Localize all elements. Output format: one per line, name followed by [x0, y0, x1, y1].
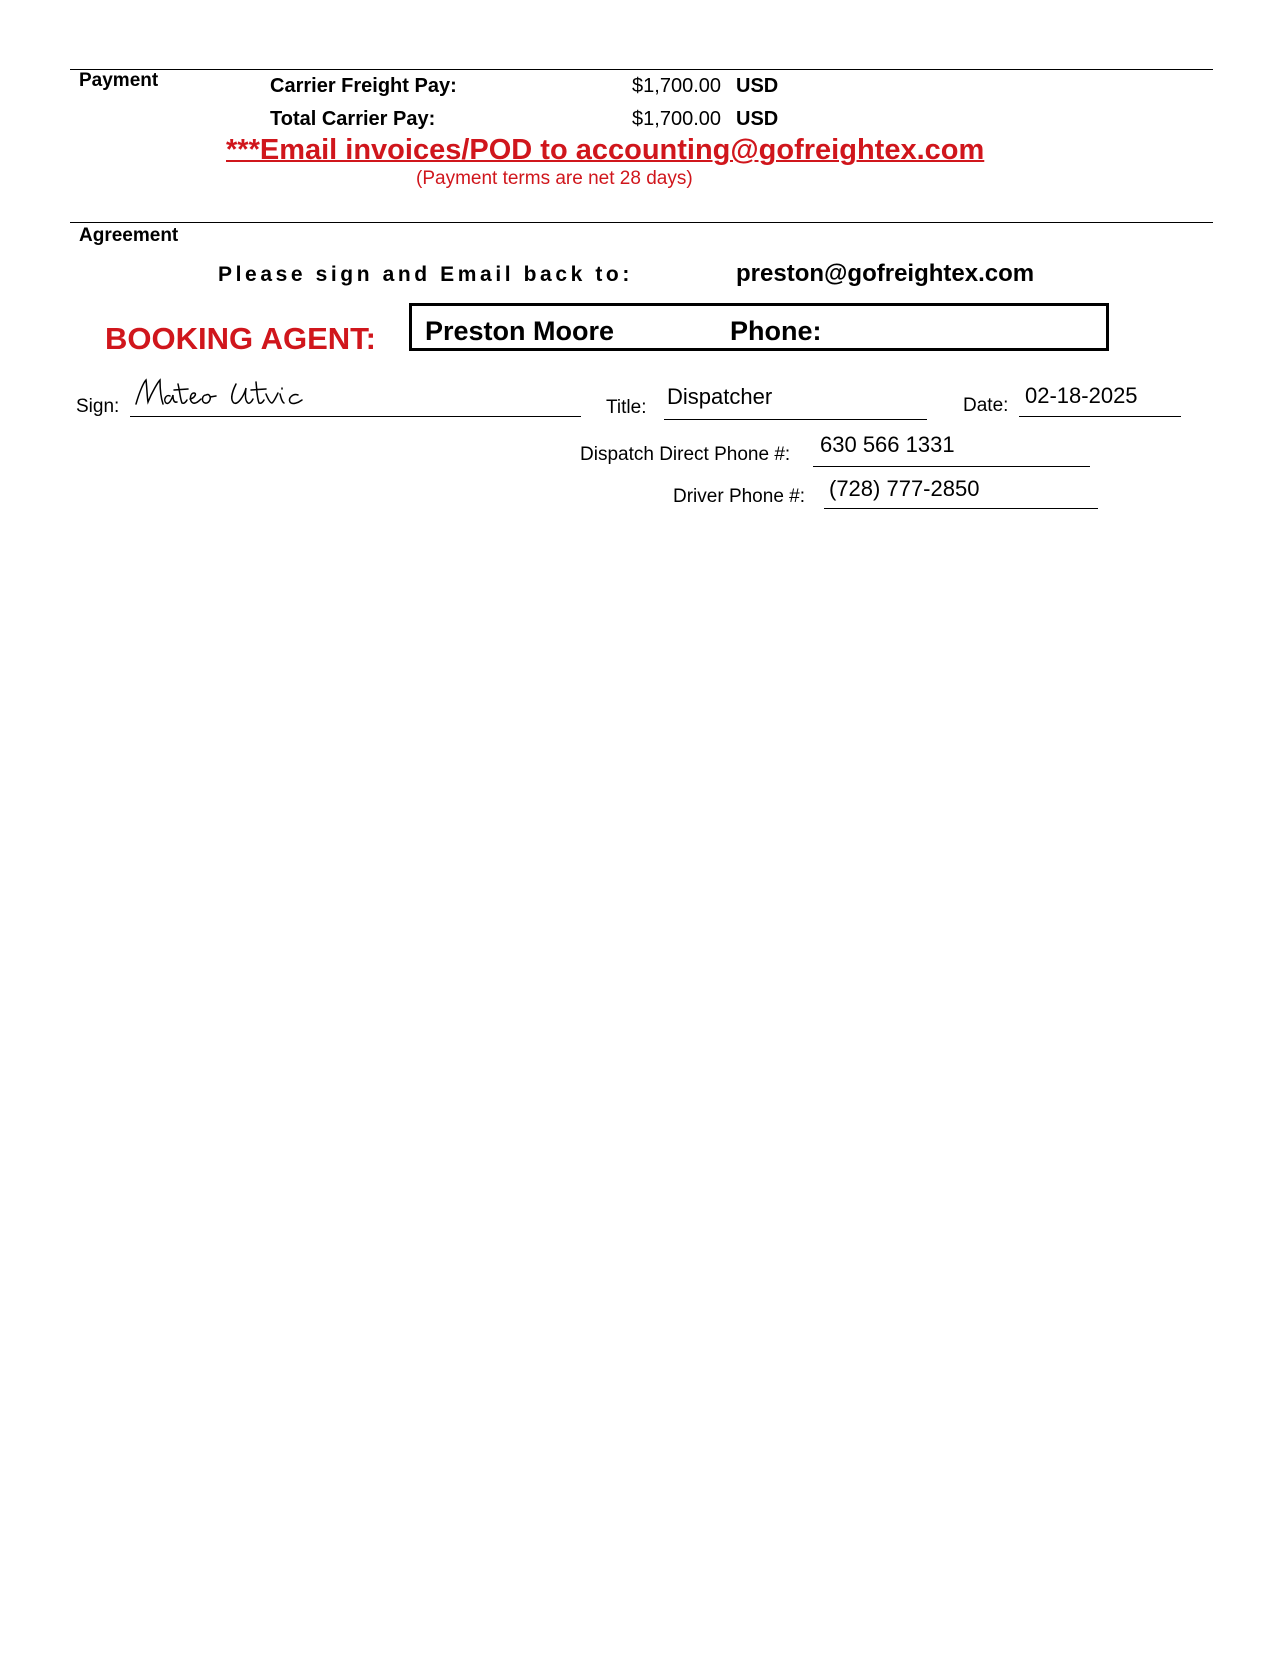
- sign-label: Sign:: [76, 396, 120, 417]
- return-email-address: preston@gofreightex.com: [736, 260, 1035, 287]
- email-invoices-banner: ***Email invoices/POD to accounting@gofreightex.com: [226, 134, 985, 166]
- handwritten-signature: [132, 374, 332, 414]
- sign-line: [130, 416, 581, 417]
- date-value[interactable]: 02-18-2025: [1025, 383, 1138, 408]
- dispatch-phone-line: [813, 466, 1090, 467]
- booking-agent-box: [409, 303, 1109, 351]
- agreement-top-rule: [70, 222, 1213, 223]
- total-carrier-pay-currency: USD: [736, 108, 779, 130]
- carrier-freight-pay-amount: $1,700.00: [632, 75, 721, 97]
- driver-phone-value[interactable]: (728) 777-2850: [829, 476, 980, 501]
- agreement-section-label: Agreement: [79, 225, 179, 246]
- driver-phone-line: [824, 508, 1098, 509]
- driver-phone-label: Driver Phone #:: [673, 486, 806, 507]
- payment-section-label: Payment: [79, 70, 159, 91]
- total-carrier-pay-amount: $1,700.00: [632, 108, 721, 130]
- booking-agent-phone-label: Phone:: [730, 316, 822, 346]
- title-label: Title:: [606, 397, 647, 418]
- dispatch-phone-label: Dispatch Direct Phone #:: [580, 444, 791, 465]
- payment-terms-note: (Payment terms are net 28 days): [416, 168, 693, 189]
- booking-agent-label: BOOKING AGENT:: [105, 321, 376, 356]
- title-value[interactable]: Dispatcher: [667, 384, 773, 409]
- title-line: [664, 419, 927, 420]
- date-label: Date:: [963, 395, 1009, 416]
- carrier-freight-pay-label: Carrier Freight Pay:: [270, 75, 457, 97]
- booking-agent-name: Preston Moore: [425, 316, 615, 346]
- sign-and-email-instruction: Please sign and Email back to:: [218, 263, 633, 286]
- date-line: [1019, 416, 1181, 417]
- payment-top-rule: [70, 69, 1213, 70]
- total-carrier-pay-label: Total Carrier Pay:: [270, 108, 436, 130]
- carrier-freight-pay-currency: USD: [736, 75, 779, 97]
- dispatch-phone-value[interactable]: 630 566 1331: [820, 432, 955, 457]
